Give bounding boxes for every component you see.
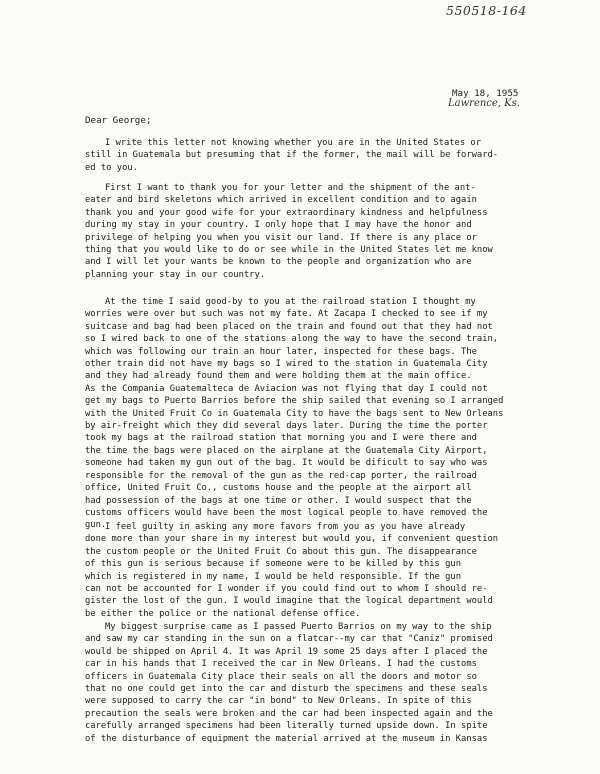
text-line: get my bags to Puerto Barrios before the ship sailed that evening so I arranged bbox=[85, 396, 504, 407]
text-line: that no one could get into the car and disturb the specimens and these seals bbox=[85, 684, 488, 695]
text-line: the time the bags were placed on the airplane at the Guatemala City Airport, bbox=[85, 445, 488, 456]
text-line: At the time I said good-by to you at the railroad station I thought my bbox=[105, 297, 476, 307]
text-line: precaution the seals were broken and the car had been inspected again and the bbox=[85, 708, 493, 719]
text-line: office, United Fruit Co., customs house and the people at the airport all bbox=[85, 483, 472, 494]
text-line: were supposed to carry the car "in bond" to New Orleans. In spite of this bbox=[85, 696, 472, 707]
text-line: which was following our train an hour later, inspected for these bags. The bbox=[85, 346, 477, 357]
paragraph-1 bbox=[85, 137, 555, 174]
text-line: can not be accounted for I wonder if you could find out to whom I should re- bbox=[85, 584, 488, 595]
letter-date: May 18, 1955 bbox=[452, 88, 519, 99]
reference-number: 550518-164 bbox=[446, 3, 527, 18]
paragraph-2 bbox=[85, 182, 555, 281]
text-line: of this gun is serious because if someone were to be killed by this gun bbox=[85, 559, 462, 570]
text-line: I write this letter not knowing whether you are in the United States or bbox=[105, 138, 482, 148]
salutation: Dear George; bbox=[85, 115, 152, 126]
text-line: worries were over but such was not my fate. At Zacapa I checked to see if my bbox=[85, 309, 488, 320]
paragraph-4 bbox=[85, 521, 555, 620]
text-line: by air-freight which they did several days later. During the time the porter bbox=[85, 421, 488, 432]
paragraph-3 bbox=[85, 296, 555, 532]
text-line: privilege of helping you when you visit our land. If there is any place or bbox=[85, 232, 477, 243]
text-line: suitcase and bag had been placed on the train and found out that they had not bbox=[85, 321, 493, 332]
text-line: carefully arranged specimens had been literally turned upside down. In spite bbox=[85, 721, 488, 732]
paragraph-5 bbox=[85, 621, 555, 745]
text-line: of the disturbance of equipment the material arrived at the museum in Kansas bbox=[85, 733, 488, 744]
text-line: officers in Guatemala City place their seals on all the doors and motor so bbox=[85, 671, 477, 682]
text-line: and they had already found them and were holding them at the main office. bbox=[85, 371, 472, 382]
text-line: I feel guilty in asking any more favors from you as you have already bbox=[105, 522, 466, 532]
text-line: car in his hands that I received the car in New Orleans. I had the customs bbox=[85, 659, 477, 670]
text-line: gun. bbox=[85, 520, 107, 531]
text-line: First I want to thank you for your letter and the shipment of the ant- bbox=[105, 183, 476, 193]
text-line: still in Guatemala but presuming that if the former, the mail will be forward- bbox=[85, 150, 499, 161]
text-line: thing that you would like to do or see while in the United States let me know bbox=[85, 245, 493, 256]
text-line: so I wired back to one of the stations along the way to have the second train, bbox=[85, 334, 499, 345]
text-line: ed to you. bbox=[85, 162, 138, 173]
text-line: thank you and your good wife for your extraordinary kindness and helpfulness bbox=[85, 207, 488, 218]
text-line: gister the lost of the gun. I would imagine that the logical department would bbox=[85, 596, 493, 607]
text-line: responsible for the removal of the gun as the red-cap porter, the railroad bbox=[85, 470, 477, 481]
text-line: done more than your share in my interest but would you, if convenient question bbox=[85, 534, 499, 545]
text-line: be either the police or the national defense office. bbox=[85, 608, 361, 619]
text-line: someone had taken my gun out of the bag. It would be dificult to say who was bbox=[85, 458, 488, 469]
text-line: and I will let your wants be known to the people and organization who are bbox=[85, 257, 472, 268]
text-line: As the Compania Guatemalteca de Aviacion was not flying that day I could not bbox=[85, 383, 488, 394]
text-line: took my bags at the railroad station that morning you and I were there and bbox=[85, 433, 477, 444]
text-line: would be shipped on April 4. It was April 19 some 25 days after I placed the bbox=[85, 646, 488, 657]
text-line: other train did not have my bags so I wired to the station in Guatemala City bbox=[85, 359, 488, 370]
text-line: had possession of the bags at one time or other. I would suspect that the bbox=[85, 495, 472, 506]
text-line: customs officers would have been the most logical people to have removed the bbox=[85, 507, 488, 518]
text-line: and saw my car standing in the sun on a flatcar--my car that "Caniz" promised bbox=[85, 634, 493, 645]
letter-place: Lawrence, Ks. bbox=[448, 98, 520, 109]
text-line: planning your stay in our country. bbox=[85, 269, 266, 280]
text-line: eater and bird skeletons which arrived in excellent condition and to again bbox=[85, 195, 477, 206]
text-line: the custom people or the United Fruit Co about this gun. The disappearance bbox=[85, 546, 477, 557]
text-line: with the United Fruit Co in Guatemala City to have the bags sent to New Orleans bbox=[85, 408, 504, 419]
text-line: My biggest surprise came as I passed Puerto Barrios on my way to the ship bbox=[105, 622, 492, 632]
text-line: which is registered in my name, I would be held responsible. If the gun bbox=[85, 571, 462, 582]
text-line: during my stay in your country. I only hope that I may have the honor and bbox=[85, 220, 472, 231]
